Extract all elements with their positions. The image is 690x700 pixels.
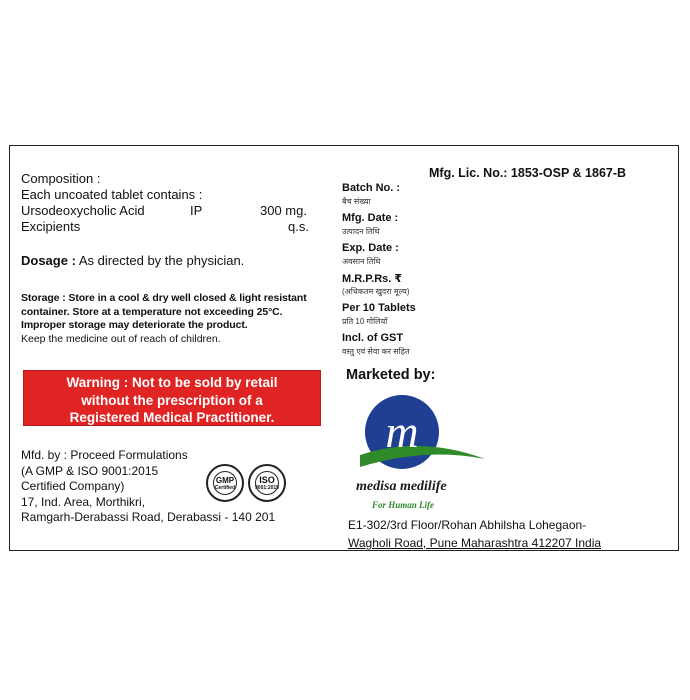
storage-line: Improper storage may deteriorate the product.	[21, 319, 248, 331]
storage-line: container. Store at a temperature not exceeding 25°C.	[21, 305, 283, 318]
excipients-label: Excipients	[21, 219, 81, 234]
per-tablets-label: Per 10 Tablets	[342, 302, 416, 314]
warning-line: Warning : Not to be sold by retail	[66, 375, 278, 390]
gmp-seal-icon	[206, 464, 244, 502]
ingredient-name: Ursodeoxycholic Acid	[21, 203, 145, 218]
warning-line: Registered Medical Practitioner.	[69, 410, 275, 425]
mfg-date-hindi: उत्पादन तिथि	[342, 227, 380, 236]
mfg-date-label: Mfg. Date :	[342, 212, 399, 224]
composition-line: Each uncoated tablet contains :	[21, 187, 203, 202]
exp-date-label: Exp. Date :	[342, 242, 399, 254]
medicine-label	[9, 145, 679, 551]
ingredient-grade: IP	[190, 203, 203, 218]
mfg-license: Mfg. Lic. No.: 1853-OSP & 1867-B	[429, 166, 627, 180]
logo-letter: m	[385, 406, 419, 457]
iso-seal-sub: 9001:2015	[255, 485, 279, 491]
gst-label: Incl. of GST	[342, 332, 404, 344]
brand-tagline: For Human Life	[372, 500, 435, 510]
gmp-seal-text: GMP	[215, 476, 235, 485]
iso-seal-icon	[248, 464, 286, 502]
manufacturer-line: Mfd. by : Proceed Formulations	[21, 448, 188, 462]
manufacturer-line: (A GMP & ISO 9001:2015	[21, 463, 159, 478]
storage-line: Storage : Store in a cool & dry well closed & light resistant	[21, 292, 307, 304]
exp-date-hindi: अवसान तिथि	[342, 257, 381, 266]
mrp-label: M.R.P.Rs. ₹	[342, 273, 403, 285]
warning-box	[23, 370, 321, 426]
storage-line: Keep the medicine out of reach of children.	[21, 332, 221, 345]
gst-hindi: वस्तु एवं सेवा कर सहित	[342, 347, 410, 356]
marketed-by-heading: Marketed by:	[346, 367, 436, 383]
dosage-line	[21, 253, 244, 268]
per-tablets-hindi: प्रति 10 गोलियाँ	[342, 317, 388, 326]
dosage-text: As directed by the physician.	[78, 253, 245, 268]
batch-no-label: Batch No. :	[342, 182, 401, 194]
marketer-address-line: Wagholi Road, Pune Maharashtra 412207 India	[348, 536, 602, 550]
marketer-address-line: E1-302/3rd Floor/Rohan Abhilsha Lohegaon-	[348, 518, 587, 532]
manufacturer-line: Certified Company)	[21, 479, 125, 493]
composition-heading: Composition :	[21, 171, 101, 186]
batch-no-hindi: बैच संख्या	[342, 197, 371, 206]
mrp-hindi: (अधिकतम खुदरा मूल्य)	[342, 287, 410, 296]
excipients-quantity: q.s.	[288, 219, 309, 234]
gmp-seal-sub: Certified	[214, 485, 236, 491]
ingredient-quantity: 300 mg.	[260, 203, 307, 218]
manufacturer-address: Ramgarh-Derabassi Road, Derabassi - 140 201	[21, 510, 276, 524]
dosage-label: Dosage :	[21, 253, 76, 268]
manufacturer-line: 17, Ind. Area, Morthikri,	[21, 494, 146, 509]
brand-name: medisa medilife	[356, 479, 447, 494]
warning-line: without the prescription of a	[81, 392, 263, 408]
medisa-logo-icon	[350, 387, 500, 481]
iso-seal-text: ISO	[259, 475, 275, 485]
